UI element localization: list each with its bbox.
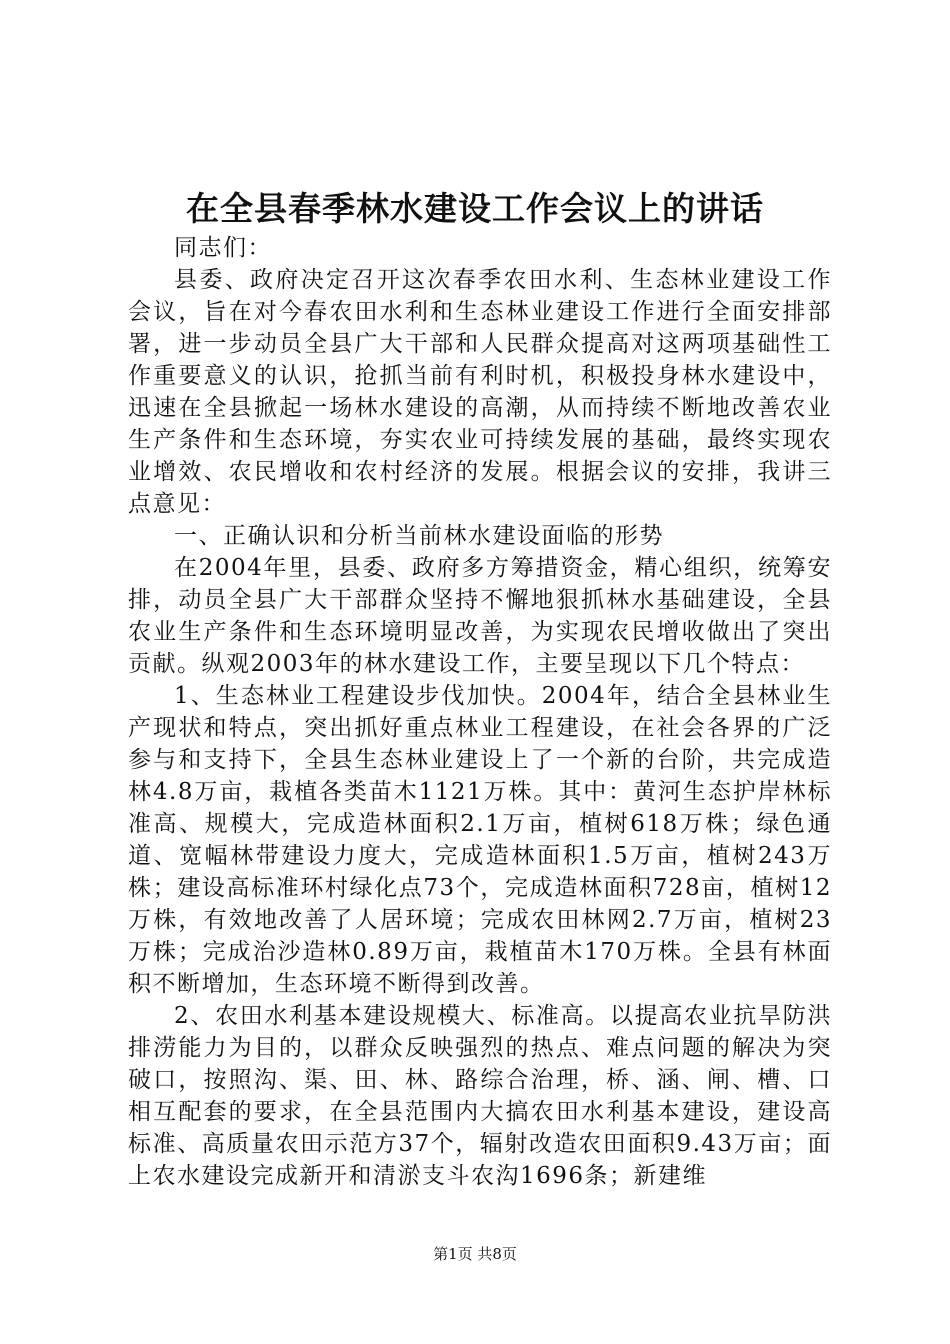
page-number-footer: 第1页 共8页 [433,1245,517,1263]
document-title: 在全县春季林水建设工作会议上的讲话 [186,189,764,228]
document-body [128,232,832,1192]
salutation-paragraph: 同志们： [174,235,272,261]
body-paragraph: 在2004年里，县委、政府多方筹措资金，精心组织，统筹安排，动员全县广大干部群众坚持不懈地狠抓林水基础建设，全县农业生产条件和生态环境明显改善，为实现农民增收做出了突出贡献。纵观2003年的林水建设工作，主要呈现以下几个特点： [128,555,832,677]
body-paragraph: 1、生态林业工程建设步伐加快。2004年，结合全县林业生产现状和特点，突出抓好重点林业工程建设，在社会各界的广泛参与和支持下，全县生态林业建设上了一个新的台阶，共完成造林4.8万亩，栽植各类苗木1121万株。其中：黄河生态护岸林标准高、规模大，完成造林面积2.1万亩，植树618万株；绿色通道、宽幅林带建设力度大，完成造林面积1.5万亩，植树243万株；建设高标准环村绿化点73个，完成造林面积728亩，植树12万株，有效地改善了人居环境；完成农田林网2.7万亩，植树23万株；完成治沙造林0.89万亩，栽植苗木170万株。全县有林面积不断增加，生态环境不断得到改善。 [128,683,832,997]
body-paragraph: 2、农田水利基本建设规模大、标准高。以提高农业抗旱防洪排涝能力为目的，以群众反映强烈的热点、难点问题的解决为突破口，按照沟、渠、田、林、路综合治理，桥、涵、闸、槽、口相互配套的要求，在全县范围内大搞农田水利基本建设，建设高标准、高质量农田示范方37个，辐射改造农田面积9.43万亩；面上农水建设完成新开和清淤支斗农沟1696条；新建维 [128,1003,832,1189]
section-heading-1: 一、正确认识和分析当前林水建设面临的形势 [174,523,664,549]
intro-paragraph: 县委、政府决定召开这次春季农田水利、生态林业建设工作会议，旨在对今春农田水利和生态林业建设工作进行全面安排部署，进一步动员全县广大干部和人民群众提高对这两项基础性工作重要意义的认识，抢抓当前有利时机，积极投身林水建设中，迅速在全县掀起一场林水建设的高潮，从而持续不断地改善农业生产条件和生态环境，夯实农业可持续发展的基础，最终实现农业增效、农民增收和农村经济的发展。根据会议的安排，我讲三点意见： [128,267,832,517]
